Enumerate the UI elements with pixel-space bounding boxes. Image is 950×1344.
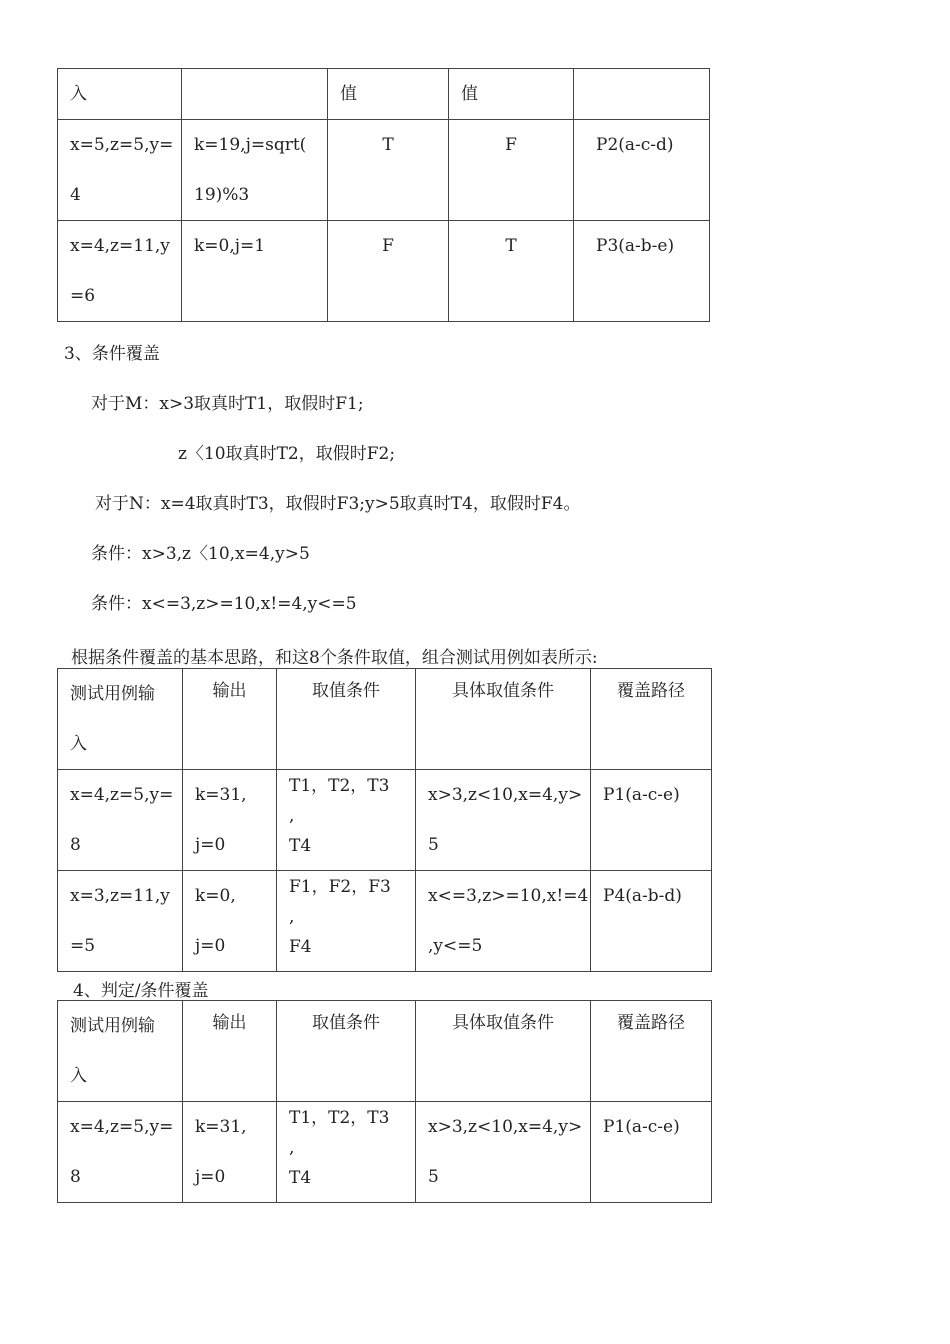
section-heading: 3、条件覆盖 <box>64 344 160 364</box>
table-header-row <box>58 69 710 120</box>
header-cell: 值 <box>340 84 357 104</box>
path-cell: P4(a-b-d) <box>603 886 682 906</box>
path-cell: P2(a-c-d) <box>596 135 674 155</box>
table-row <box>58 1102 712 1203</box>
table-row <box>58 221 710 322</box>
value-cell: F <box>382 236 394 256</box>
input-cell: x=4,z=5,y= 8 <box>70 1117 174 1187</box>
condition-text: 条件：x>3,z〈10,x=4,y>5 <box>91 544 310 564</box>
value-cell: T <box>505 236 517 256</box>
condition-cell: T1，T2，T3 , T4 <box>289 776 390 856</box>
header-cell: 测试用例输 入 <box>70 1016 155 1086</box>
header-cell: 测试用例输 入 <box>70 684 155 754</box>
header-cell: 值 <box>461 84 478 104</box>
header-cell: 输出 <box>212 681 247 701</box>
header-cell: 取值条件 <box>312 681 380 701</box>
header-cell: 具体取值条件 <box>452 681 554 701</box>
decision-coverage-table <box>57 68 710 322</box>
output-cell: k=0,j=1 <box>194 236 266 256</box>
header-cell: 入 <box>70 84 87 104</box>
input-cell: x=4,z=11,y =6 <box>70 236 170 306</box>
section-heading: 4、判定/条件覆盖 <box>73 981 209 1001</box>
condition-text: z〈10取真时T2，取假时F2; <box>178 444 396 464</box>
path-cell: P1(a-c-e) <box>603 785 680 805</box>
header-cell: 具体取值条件 <box>452 1013 554 1033</box>
condition-text: 条件：x<=3,z>=10,x!=4,y<=5 <box>91 594 357 614</box>
output-cell: k=0, j=0 <box>195 886 236 956</box>
table-header-row <box>58 669 712 770</box>
input-cell: x=3,z=11,y =5 <box>70 886 170 956</box>
specific-condition-cell: x<=3,z>=10,x!=4 ,y<=5 <box>428 886 589 956</box>
output-cell: k=31, j=0 <box>195 1117 247 1187</box>
condition-text: 对于M：x>3取真时T1，取假时F1; <box>91 394 364 414</box>
value-cell: T <box>382 135 394 155</box>
specific-condition-cell: x>3,z<10,x=4,y> 5 <box>428 1117 583 1187</box>
table-header-row <box>58 1001 712 1102</box>
input-cell: x=4,z=5,y= 8 <box>70 785 174 855</box>
value-cell: F <box>505 135 517 155</box>
decision-condition-coverage-table <box>57 1000 712 1203</box>
header-cell: 覆盖路径 <box>617 1013 685 1033</box>
output-cell: k=31, j=0 <box>195 785 247 855</box>
input-cell: x=5,z=5,y= 4 <box>70 135 174 205</box>
condition-coverage-table <box>57 668 712 972</box>
table-row <box>58 871 712 972</box>
header-cell: 输出 <box>212 1013 247 1033</box>
condition-text: 对于N：x=4取真时T3，取假时F3;y>5取真时T4，取假时F4。 <box>95 494 581 514</box>
path-cell: P1(a-c-e) <box>603 1117 680 1137</box>
output-cell: k=19,j=sqrt( 19)%3 <box>194 135 307 205</box>
condition-cell: F1，F2，F3 , F4 <box>289 877 391 957</box>
table-row <box>58 120 710 221</box>
specific-condition-cell: x>3,z<10,x=4,y> 5 <box>428 785 583 855</box>
paragraph: 根据条件覆盖的基本思路，和这8个条件取值，组合测试用例如表所示: <box>71 648 598 668</box>
header-cell: 覆盖路径 <box>617 681 685 701</box>
table-row <box>58 770 712 871</box>
path-cell: P3(a-b-e) <box>596 236 675 256</box>
condition-cell: T1，T2，T3 , T4 <box>289 1108 390 1188</box>
header-cell: 取值条件 <box>312 1013 380 1033</box>
